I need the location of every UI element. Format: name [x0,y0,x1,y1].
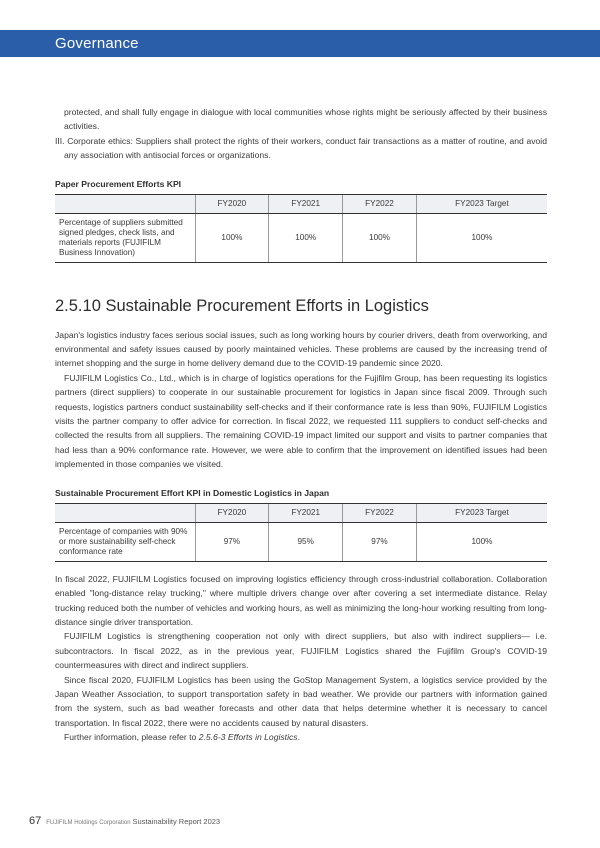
table2-title: Sustainable Procurement Effort KPI in Domestic Logistics in Japan [55,487,330,498]
report-name: Sustainability Report 2023 [132,817,221,826]
section-banner [0,30,600,57]
page-footer [29,815,220,827]
page-content [55,105,547,745]
table-row [55,213,547,262]
closing-paragraph-2: FUJIFILM Logistics is strengthening cooperation not only with direct suppliers, but also with indirect suppliers— i.e. subcontractors. In fiscal 2022, as in the previous year, FUJIFILM Logistics shared the Fujifilm Group's COVID-19 countermeasures with direct and indirect suppliers. [55,631,547,671]
table-header-row [55,503,547,522]
table-cell: 97% [343,522,417,561]
table-header-row [55,194,547,213]
table-header-cell: FY2022 [343,503,417,522]
intro-item-3: III. Corporate ethics: Suppliers shall protect the rights of their workers, conduct fair transactions as a matter of routine, and avoid any association with antisocial forces or organizations. [55,135,547,161]
table-cell: 100% [416,213,547,262]
table-header-cell: FY2023 Target [416,503,547,522]
section-heading: 2.5.10 Sustainable Procurement Efforts in Logistics [55,296,429,315]
table-cell: 100% [416,522,547,561]
table-cell: 97% [195,522,269,561]
table-header-cell [55,503,195,522]
page-number: 67 [29,815,42,827]
company-name: FUJIFILM Holdings Corporation [46,820,131,826]
table-cell: 100% [269,213,343,262]
row-label: Percentage of companies with 90% or more sustainability self-check conformance rate [55,522,195,561]
reference-link[interactable]: 2.5.6-3 Efforts in Logistics [198,732,298,743]
table-cell: 100% [343,213,417,262]
table-header-cell: FY2022 [343,194,417,213]
table1-title: Paper Procurement Efforts KPI [55,178,182,189]
closing-paragraph-1: In fiscal 2022, FUJIFILM Logistics focused on improving logistics efficiency through cross-industrial collaboration. Collaboration enabled "long-distance relay trucking," where multiple drivers change over after covering a set intermediate distance. Relay trucking reduced both the number of vehicles and working hours, as well as minimizing the long-hour working resulting from long-distance single driver transportation. [55,573,547,627]
table-header-cell: FY2021 [269,503,343,522]
section-paragraph-1: Japan's logistics industry faces serious social issues, such as long working hours by courier drivers, death from overworking, and environmental and safety issues caused by poorly maintained vehicles. These problems are caused by the increasing trend of internet shopping and the surge in home delivery demand due to the COVID-19 pandemic since 2020. [55,329,547,369]
row-label: Percentage of suppliers submitted signed pledges, check lists, and materials reports (FUJIFILM Business Innovation) [55,213,195,262]
section-paragraph-2: FUJIFILM Logistics Co., Ltd., which is in charge of logistics operations for the Fujifilm Group, has been requesting its logistics partners (direct suppliers) to cooperate in our sustainable procurement for logistics in Japan since fiscal 2009. Through such requests, logistics partners conduct sustainability self-checks and if their conformance rate is less than 90%, FUJIFILM Logistics visits the partner company to offer advice for correction. In fiscal 2022, we requested 111 suppliers to conduct self-checks and collected the results from all suppliers. The remaining COVID-19 impact limited our support and visits to partner companies that had less than a 90% conformance rate. However, we were able to confirm that the improvement on identified issues had been implemented in those companies we visited. [55,372,547,470]
table-header-cell [55,194,195,213]
paper-procurement-kpi-table [55,194,547,263]
banner-title: Governance [55,35,139,52]
closing-paragraph-4 [55,730,547,744]
table-header-cell: FY2021 [269,194,343,213]
table-row [55,522,547,561]
table-cell: 95% [269,522,343,561]
table-header-cell: FY2020 [195,503,269,522]
intro-continued-paragraph: protected, and shall fully engage in dialogue with local communities whose rights might be seriously affected by their business activities. [64,107,547,132]
table-header-cell: FY2023 Target [416,194,547,213]
reference-suffix: . [297,732,300,743]
logistics-kpi-table [55,503,547,562]
closing-paragraph-3: Since fiscal 2020, FUJIFILM Logistics has been using the GoStop Management System, a logistics service provided by the Japan Weather Association, to support transportation safety in bad weather. We provide our partners with information gained from the system, such as bad weather forecasts and other data that helps determine whether it is necessary to cancel transportation. In fiscal 2022, there were no accidents caused by natural disasters. [55,674,547,728]
reference-prefix: Further information, please refer to [64,732,199,743]
table-cell: 100% [195,213,269,262]
table-header-cell: FY2020 [195,194,269,213]
